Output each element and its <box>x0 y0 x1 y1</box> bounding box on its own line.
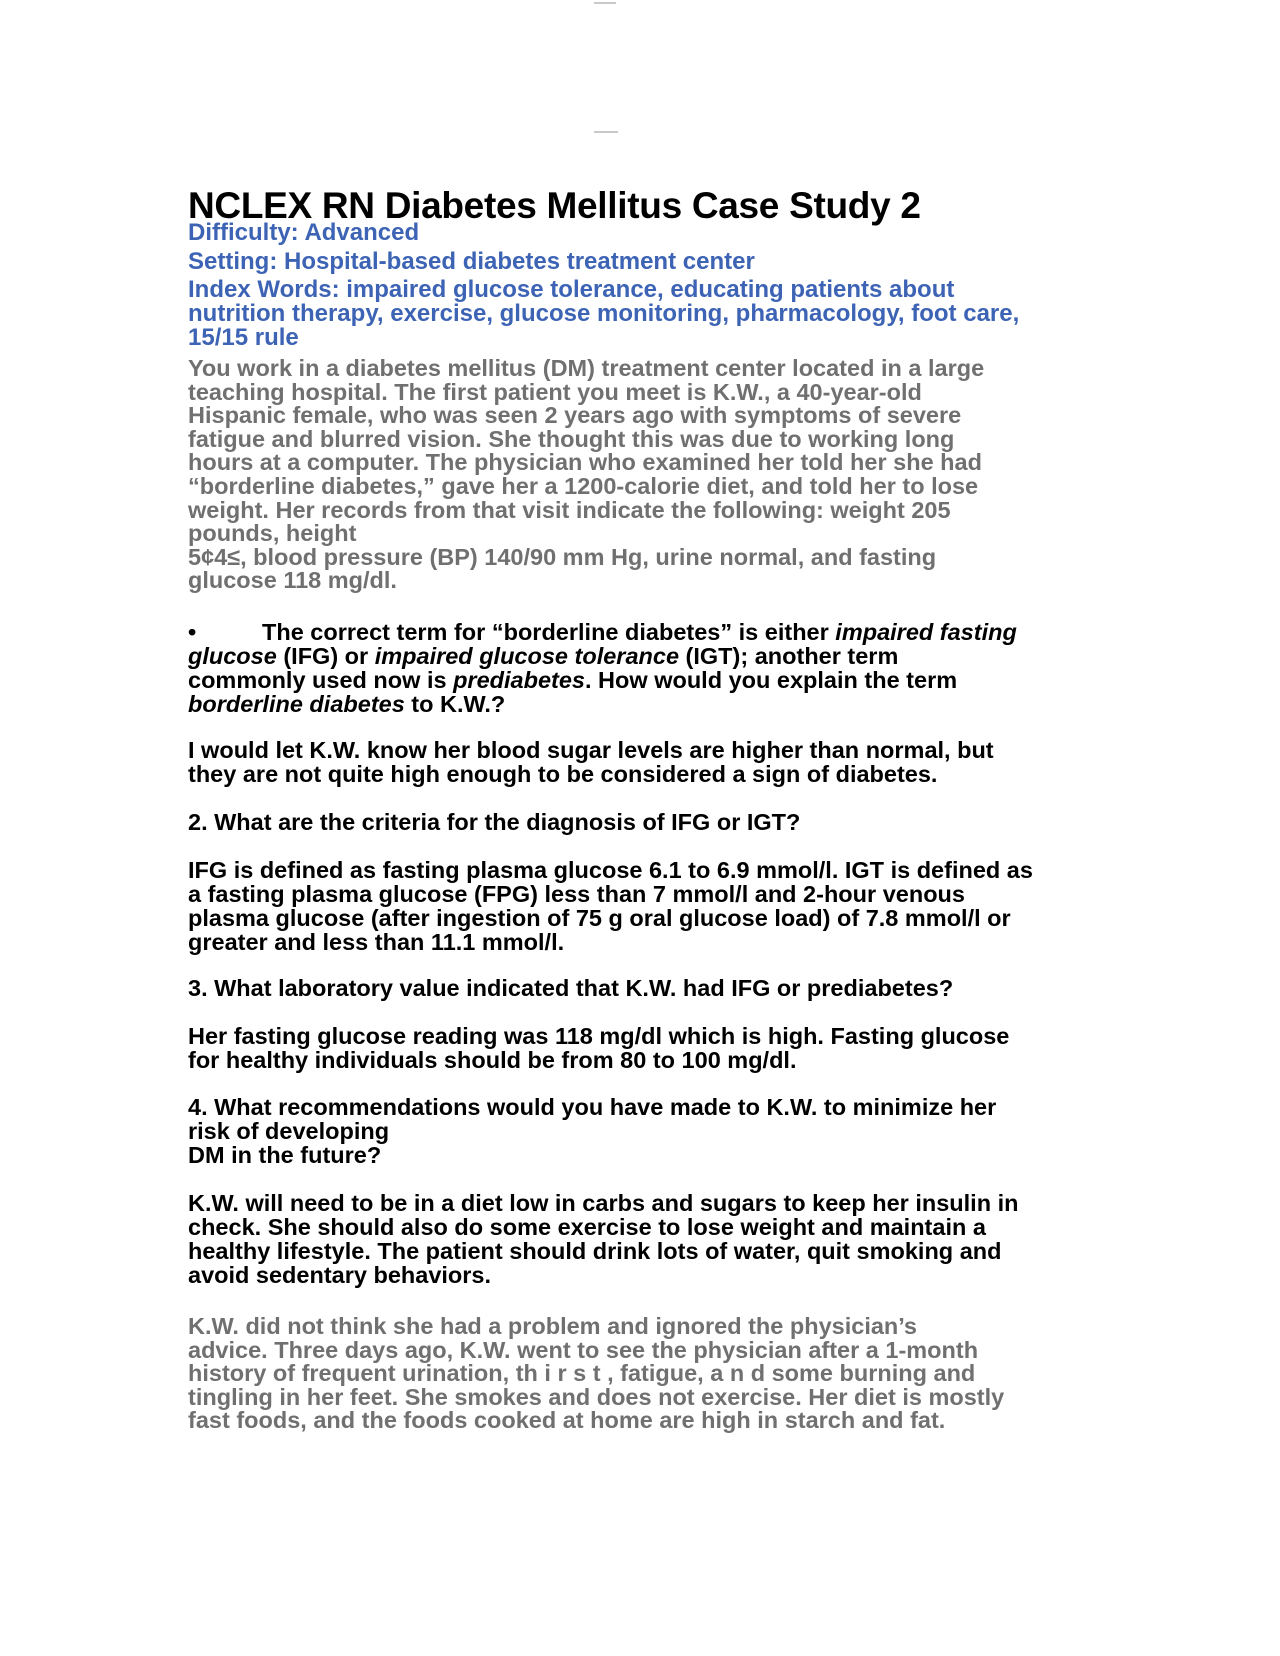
answer-line: IFG is defined as fasting plasma glucose 6.1 to 6.9 mmol/l. IGT is defined as <box>188 857 1033 883</box>
question-text: to K.W.? <box>404 691 506 717</box>
continuation-line: advice. Three days ago, K.W. went to see the physician after a 1-month <box>188 1336 979 1363</box>
index-words-line: 15/15 rule <box>188 324 299 351</box>
question-line: risk of developing <box>188 1118 390 1144</box>
question-1 <box>188 620 1088 716</box>
question-text: commonly used now is <box>188 667 454 693</box>
answer-line: check. She should also do some exercise to lose weight and maintain a <box>188 1214 986 1240</box>
index-words-line: nutrition therapy, exercise, glucose monitoring, pharmacology, foot care, <box>188 300 1020 327</box>
emphasis: impaired fasting <box>835 619 1017 645</box>
answer-3 <box>188 1024 1088 1072</box>
intro-line: fatigue and blurred vision. She thought this was due to working long <box>188 425 955 452</box>
index-words <box>188 278 1019 350</box>
emphasis: glucose <box>188 643 277 669</box>
answer-line: K.W. will need to be in a diet low in carbs and sugars to keep her insulin in <box>188 1190 1019 1216</box>
continuation-paragraph <box>188 1315 1088 1433</box>
intro-paragraph <box>188 357 1088 593</box>
continuation-line: tingling in her feet. She smokes and does not exercise. Her diet is mostly <box>188 1383 1005 1410</box>
question-line: 4. What recommendations would you have made to K.W. to minimize her <box>188 1094 997 1120</box>
answer-line: avoid sedentary behaviors. <box>188 1262 492 1288</box>
question-2: 2. What are the criteria for the diagnosis of IFG or IGT? <box>188 809 801 835</box>
answer-line: Her fasting glucose reading was 118 mg/dl which is high. Fasting glucose <box>188 1023 1010 1049</box>
question-1-line <box>188 620 1088 644</box>
answer-line: greater and less than 11.1 mmol/l. <box>188 929 565 955</box>
difficulty-label: Difficulty: Advanced <box>188 219 420 246</box>
question-line: DM in the future? <box>188 1142 382 1168</box>
answer-line: plasma glucose (after ingestion of 75 g oral glucose load) of 7.8 mmol/l or <box>188 905 1011 931</box>
question-3: 3. What laboratory value indicated that K.W. had IFG or prediabetes? <box>188 975 954 1001</box>
answer-line: for healthy individuals should be from 80 to 100 mg/dl. <box>188 1047 797 1073</box>
intro-line: glucose 118 mg/dl. <box>188 567 397 594</box>
question-1-line <box>188 692 1088 716</box>
intro-line: “borderline diabetes,” gave her a 1200-calorie diet, and told her to lose <box>188 472 979 499</box>
question-text: The correct term for “borderline diabetes” is either <box>262 619 836 645</box>
answer-line: a fasting plasma glucose (FPG) less than 7 mmol/l and 2-hour venous <box>188 881 965 907</box>
answer-4 <box>188 1191 1088 1287</box>
page-title: NCLEX RN Diabetes Mellitus Case Study 2 <box>188 185 921 226</box>
answer-line: healthy lifestyle. The patient should drink lots of water, quit smoking and <box>188 1238 1002 1264</box>
intro-line: weight. Her records from that visit indicate the following: weight 205 <box>188 496 951 523</box>
question-text: (IFG) or <box>276 643 375 669</box>
answer-line: I would let K.W. know her blood sugar levels are higher than normal, but <box>188 737 994 763</box>
answer-line: they are not quite high enough to be considered a sign of diabetes. <box>188 761 938 787</box>
intro-line: You work in a diabetes mellitus (DM) treatment center located in a large <box>188 355 985 381</box>
index-words-line: Index Words: impaired glucose tolerance, educating patients about <box>188 276 955 303</box>
intro-line: teaching hospital. The first patient you meet is K.W., a 40-year-old <box>188 378 922 405</box>
answer-2 <box>188 858 1088 954</box>
question-1-line <box>188 644 1088 668</box>
setting-label: Setting: Hospital-based diabetes treatment center <box>188 248 755 275</box>
bullet-icon: • <box>188 619 197 645</box>
question-text: (IGT); another term <box>679 643 899 669</box>
question-1-line <box>188 668 1088 692</box>
continuation-line: K.W. did not think she had a problem and ignored the physician’s <box>188 1313 918 1339</box>
answer-1 <box>188 738 1088 786</box>
header-mark <box>594 2 616 4</box>
question-4 <box>188 1095 1088 1167</box>
continuation-line: fast foods, and the foods cooked at home are high in starch and fat. <box>188 1407 946 1434</box>
header-mark <box>594 131 618 133</box>
intro-line: 5¢4≤, blood pressure (BP) 140/90 mm Hg, urine normal, and fasting <box>188 543 937 570</box>
emphasis: impaired glucose tolerance <box>374 643 680 669</box>
intro-line: pounds, height <box>188 520 357 547</box>
intro-line: Hispanic female, who was seen 2 years ago with symptoms of severe <box>188 402 962 429</box>
emphasis: prediabetes <box>453 667 585 693</box>
emphasis: borderline diabetes <box>188 691 405 717</box>
intro-line: hours at a computer. The physician who examined her told her she had <box>188 449 982 476</box>
question-text: . How would you explain the term <box>585 667 958 693</box>
continuation-line: history of frequent urination, th i r s t , fatigue, a n d some burning and <box>188 1360 976 1387</box>
